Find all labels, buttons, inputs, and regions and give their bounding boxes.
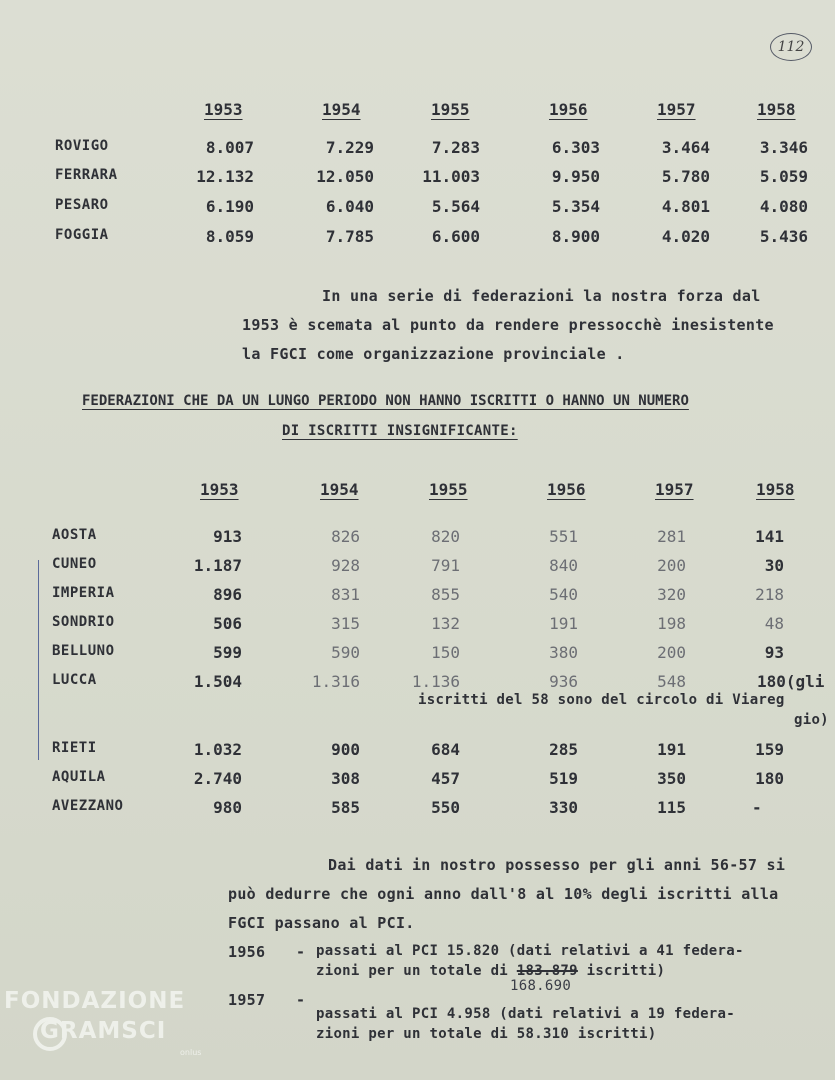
- table-cell: 826: [331, 527, 360, 546]
- table-cell: 180(gli: [757, 672, 825, 691]
- table-cell: 457: [431, 769, 460, 788]
- table-cell: 93: [764, 643, 784, 662]
- table-row-label: BELLUNO: [52, 643, 115, 659]
- table-cell: 7.785: [325, 227, 374, 246]
- table-cell: 928: [331, 556, 360, 575]
- paragraph2-line1: Dai dati in nostro possesso per gli anni 56-57 si: [328, 856, 786, 874]
- table-cell: 540: [549, 585, 578, 604]
- table-cell: 5.780: [661, 167, 710, 186]
- table-cell: 6.040: [325, 197, 374, 216]
- table1-year-1953: 1953: [204, 100, 243, 119]
- table-cell: 141: [755, 527, 784, 546]
- table-cell: 9.950: [551, 167, 600, 186]
- table2-year-1956: 1956: [547, 480, 586, 499]
- table-cell: 8.059: [205, 227, 254, 246]
- table-cell: 115: [657, 798, 686, 817]
- struck-number: 183.879: [516, 963, 578, 979]
- table-cell: 684: [431, 740, 460, 759]
- table-cell: 11.003: [422, 167, 480, 186]
- table-row-label: IMPERIA: [52, 585, 115, 601]
- table-row-label: LUCCA: [52, 672, 97, 688]
- table-cell: 48: [764, 614, 784, 633]
- table-cell: 6.600: [431, 227, 480, 246]
- table-cell: 150: [431, 643, 460, 662]
- table-row-label: SONDRIO: [52, 614, 115, 630]
- table-cell: 191: [657, 740, 686, 759]
- table1-year-1958: 1958: [757, 100, 796, 119]
- table-cell: 8.007: [205, 138, 254, 157]
- table-cell: 855: [431, 585, 460, 604]
- table-row-label: AQUILA: [52, 769, 106, 785]
- table-cell: 1.032: [193, 740, 242, 759]
- entry-1956-line2-prefix: zioni per un totale di: [316, 963, 509, 979]
- table-cell: 900: [331, 740, 360, 759]
- entry-1956-line2: [316, 963, 665, 979]
- table-cell: 5.564: [431, 197, 480, 216]
- table-cell: 200: [657, 643, 686, 662]
- page-number: 112: [770, 33, 812, 61]
- table1-year-1954: 1954: [322, 100, 361, 119]
- table1-year-1955: 1955: [431, 100, 470, 119]
- table-cell: 506: [213, 614, 242, 633]
- lucca-note-line1: iscritti del 58 sono del circolo di Viareg: [418, 692, 785, 708]
- table-cell: 2.740: [193, 769, 242, 788]
- table-cell: 1.316: [311, 672, 360, 691]
- table-row-label: RIETI: [52, 740, 97, 756]
- table-cell: 6.303: [551, 138, 600, 157]
- table-cell: 896: [213, 585, 242, 604]
- table-cell: 519: [549, 769, 578, 788]
- table2-year-1953: 1953: [200, 480, 239, 499]
- entry-1956-year: 1956: [228, 943, 266, 961]
- table-cell: 12.132: [196, 167, 254, 186]
- table-cell: 200: [657, 556, 686, 575]
- table-row-label: ROVIGO: [55, 138, 109, 154]
- paragraph1-line1: In una serie di federazioni la nostra forza dal: [322, 287, 761, 305]
- entry-1957-year: 1957: [228, 991, 266, 1009]
- table-cell: 4.080: [759, 197, 808, 216]
- table-cell: 350: [657, 769, 686, 788]
- table-cell: 599: [213, 643, 242, 662]
- entry-1956-line2-suffix: iscritti): [586, 963, 666, 979]
- table-cell: 380: [549, 643, 578, 662]
- table-cell: 285: [549, 740, 578, 759]
- table-cell: 180: [755, 769, 784, 788]
- entry-1957-dash: -: [296, 991, 306, 1009]
- margin-pencil-line: [38, 560, 39, 760]
- table-cell: 1.504: [193, 672, 242, 691]
- table-cell: 8.900: [551, 227, 600, 246]
- table-row-label: CUNEO: [52, 556, 97, 572]
- watermark-line1: FONDAZIONE: [4, 988, 186, 1014]
- watermark-line2: GRAMSCI: [40, 1018, 167, 1044]
- table-cell: 7.229: [325, 138, 374, 157]
- table-cell: 550: [431, 798, 460, 817]
- table-cell: 3.464: [661, 138, 710, 157]
- table-cell: 6.190: [205, 197, 254, 216]
- table-cell: 159: [755, 740, 784, 759]
- handwritten-correction: 168.690: [510, 978, 572, 994]
- entry-1956-dash: -: [296, 943, 306, 961]
- table-cell: 5.436: [759, 227, 808, 246]
- table-cell: 3.346: [759, 138, 808, 157]
- table-cell: 4.020: [661, 227, 710, 246]
- table-cell: 1.136: [411, 672, 460, 691]
- table-cell: 831: [331, 585, 360, 604]
- table-cell: 5.354: [551, 197, 600, 216]
- paragraph2-line2: può dedurre che ogni anno dall'8 al 10% degli iscritti alla: [228, 885, 779, 903]
- table-cell: 315: [331, 614, 360, 633]
- table-cell: 308: [331, 769, 360, 788]
- table2-year-1955: 1955: [429, 480, 468, 499]
- table-cell: 913: [213, 527, 242, 546]
- watermark-line3: onlus: [180, 1048, 202, 1057]
- table2-year-1958: 1958: [756, 480, 795, 499]
- table2-year-1954: 1954: [320, 480, 359, 499]
- table-cell: 980: [213, 798, 242, 817]
- table-cell: 548: [657, 672, 686, 691]
- paragraph2-line3: FGCI passano al PCI.: [228, 914, 415, 932]
- table-cell: 1.187: [193, 556, 242, 575]
- table-cell: 132: [431, 614, 460, 633]
- table-cell: 820: [431, 527, 460, 546]
- section-heading-line2: DI ISCRITTI INSIGNIFICANTE:: [282, 423, 518, 439]
- table-cell: 590: [331, 643, 360, 662]
- table-cell: 12.050: [316, 167, 374, 186]
- paragraph1-line2: 1953 è scemata al punto da rendere pressocchè inesistente: [242, 316, 774, 334]
- table-cell: 4.801: [661, 197, 710, 216]
- table-cell: -: [752, 798, 762, 817]
- section-heading-line1: FEDERAZIONI CHE DA UN LUNGO PERIODO NON HANNO ISCRITTI O HANNO UN NUMERO: [82, 393, 689, 409]
- table-cell: 281: [657, 527, 686, 546]
- table1-year-1956: 1956: [549, 100, 588, 119]
- table-row-label: PESARO: [55, 197, 109, 213]
- table-cell: 585: [331, 798, 360, 817]
- entry-1956-line1: passati al PCI 15.820 (dati relativi a 41 federa-: [316, 943, 744, 959]
- entry-1957-line1: passati al PCI 4.958 (dati relativi a 19 federa-: [316, 1006, 735, 1022]
- table-row-label: FERRARA: [55, 167, 118, 183]
- table2-year-1957: 1957: [655, 480, 694, 499]
- table1-year-1957: 1957: [657, 100, 696, 119]
- paragraph1-line3: la FGCI come organizzazione provinciale .: [242, 345, 625, 363]
- table-cell: 936: [549, 672, 578, 691]
- table-cell: 791: [431, 556, 460, 575]
- table-cell: 330: [549, 798, 578, 817]
- table-cell: 320: [657, 585, 686, 604]
- table-cell: 218: [755, 585, 784, 604]
- table-cell: 191: [549, 614, 578, 633]
- table-cell: 7.283: [431, 138, 480, 157]
- table-cell: 198: [657, 614, 686, 633]
- table-cell: 5.059: [759, 167, 808, 186]
- entry-1957-line2: zioni per un totale di 58.310 iscritti): [316, 1026, 657, 1042]
- table-row-label: FOGGIA: [55, 227, 109, 243]
- lucca-note-line2: gio): [794, 712, 829, 728]
- table-cell: 551: [549, 527, 578, 546]
- table-row-label: AVEZZANO: [52, 798, 124, 814]
- table-cell: 30: [764, 556, 784, 575]
- watermark-logo: [4, 988, 214, 1068]
- table-cell: 840: [549, 556, 578, 575]
- table-row-label: AOSTA: [52, 527, 97, 543]
